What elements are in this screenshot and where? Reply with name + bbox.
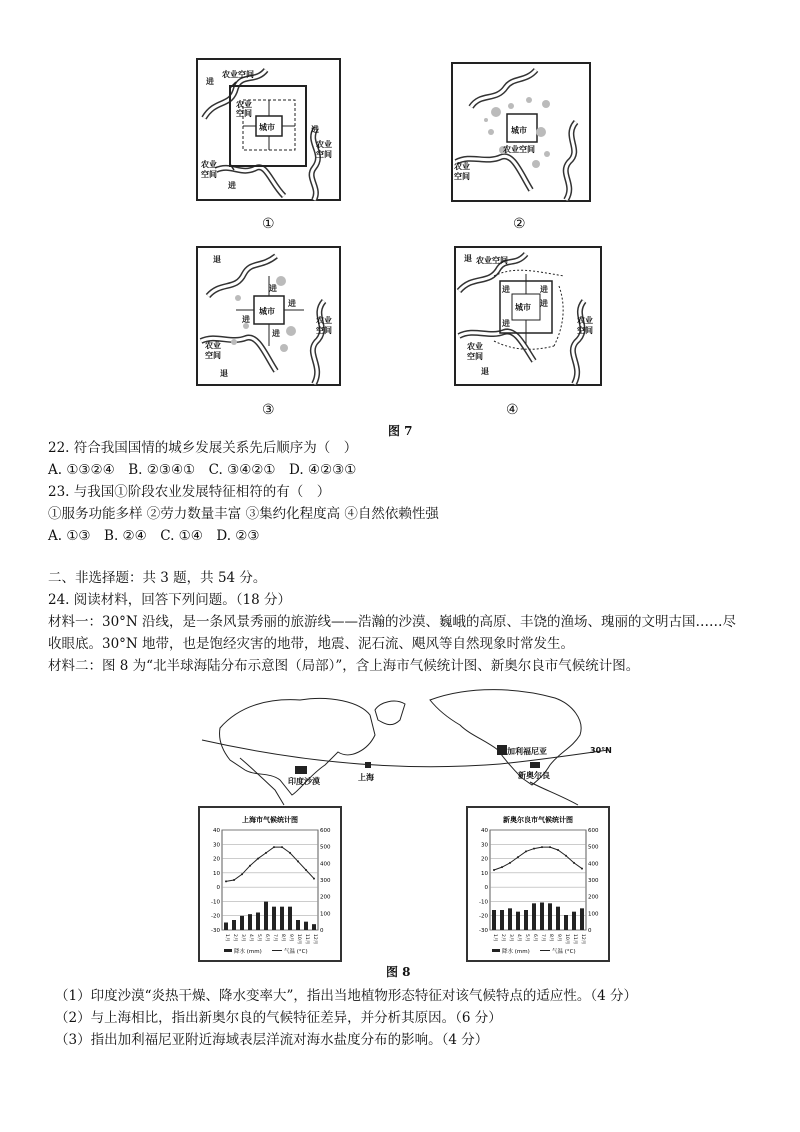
temp-point: [281, 846, 283, 848]
jin-label-2: 进: [540, 285, 548, 294]
figure-8-map: [200, 680, 610, 810]
temp-point: [509, 862, 511, 864]
x-tick-label: 12月: [580, 934, 585, 945]
shanghai-label: 上海: [358, 773, 374, 782]
right-tick-label: 400: [320, 861, 331, 868]
left-tick-label: -30: [211, 928, 220, 934]
precip-bar: [296, 920, 300, 930]
precip-bar: [500, 910, 504, 930]
x-tick-label: 8月: [548, 934, 553, 942]
left-tick-label: 30: [213, 842, 220, 849]
panel-1-number: ①: [262, 216, 275, 232]
q24-sub-1: （1）印度沙漠“炎热干燥、降水变率大”，指出当地植物形态特征对该气候特点的适应性。（4 分）: [55, 988, 638, 1004]
precip-bar: [256, 913, 260, 931]
shanghai-climate-chart: [200, 808, 340, 960]
precip-bar: [508, 908, 512, 930]
q22-options: A. ①③②④ B. ②③④① C. ③④②① D. ④②③①: [48, 462, 357, 478]
city-label: 城市: [259, 307, 275, 316]
x-tick-label: 5月: [524, 934, 529, 942]
jin-label-4: 进: [540, 299, 548, 308]
temp-point: [305, 869, 307, 871]
lat-30n-label: 30°N: [590, 746, 612, 755]
left-tick-label: -10: [211, 899, 220, 906]
q24-stem: 24. 阅读材料，回答下列问题。（18 分）: [48, 592, 291, 608]
x-tick-label: 3月: [508, 934, 513, 942]
x-tick-label: 4月: [248, 934, 253, 942]
right-tick-label: 100: [320, 911, 331, 918]
x-tick-label: 7月: [540, 934, 545, 942]
x-tick-label: 5月: [256, 934, 261, 942]
x-tick-label: 9月: [556, 934, 561, 942]
temp-point: [249, 865, 251, 867]
q23-items: ①服务功能多样 ②劳力数量丰富 ③集约化程度高 ④自然依赖性强: [48, 506, 439, 522]
agri-label: 农业空间: [222, 70, 254, 79]
temp-point: [273, 846, 275, 848]
precip-bar: [312, 924, 316, 930]
temp-line: [226, 847, 314, 881]
temp-point: [501, 866, 503, 868]
x-tick-label: 12月: [312, 934, 317, 945]
figure-8-caption: 图 8: [386, 965, 411, 979]
india-label: 印度沙漠: [288, 777, 320, 786]
jin-label-bottom: 进: [228, 181, 236, 190]
agri-label-top: 农业空间: [476, 256, 508, 265]
legend-temp: 气温 (°C): [552, 949, 576, 955]
temp-point: [541, 846, 543, 848]
precip-bar: [580, 908, 584, 930]
x-tick-label: 2月: [232, 934, 237, 942]
agri-label-right: 农业空间: [316, 316, 332, 335]
jin-label-3: 进: [502, 319, 510, 328]
chart-title: 上海市气候统计图: [242, 816, 298, 824]
jin-label-right: 进: [311, 125, 319, 134]
temp-point: [573, 862, 575, 864]
left-tick-label: -20: [479, 913, 488, 920]
right-tick-label: 300: [588, 878, 599, 884]
x-tick-label: 10月: [296, 934, 301, 945]
city-label: 城市: [511, 126, 527, 135]
temp-point: [241, 873, 243, 875]
left-tick-label: 0: [484, 885, 488, 892]
agri-label-left: 农业空间: [205, 341, 221, 360]
x-tick-label: 1月: [492, 934, 497, 942]
jin-label-right: 进: [288, 299, 296, 308]
precip-bar: [288, 907, 292, 930]
jin-label: 进: [206, 77, 214, 86]
precip-bar: [224, 923, 228, 931]
jin-label-left: 进: [242, 315, 250, 324]
x-tick-label: 9月: [288, 934, 293, 942]
precip-bar: [264, 902, 268, 930]
x-tick-label: 11月: [572, 934, 577, 945]
shanghai-climate-chart-box: [198, 806, 342, 962]
precip-bar: [532, 903, 536, 930]
right-tick-label: 500: [588, 844, 599, 851]
material-1-line-2: 收眼底。30°N 地带，也是饱经灾害的地带，地震、泥石流、飓风等自然现象时常发生。: [48, 636, 575, 652]
material-1-line-1: 材料一：30°N 沿线，是一条风景秀丽的旅游线——浩瀚的沙漠、巍峨的高原、丰饶的渔场、瑰丽的文明古国……尽: [48, 614, 737, 630]
precip-bar: [524, 910, 528, 930]
jin-label-bottom: 进: [272, 329, 280, 338]
plot-frame: [490, 830, 586, 930]
precip-bar: [572, 912, 576, 930]
section-2-heading: 二、非选择题：共 3 题，共 54 分。: [48, 570, 267, 586]
panel-4: [454, 246, 602, 386]
agri-label-center: 农业空间: [503, 145, 535, 154]
plot-frame: [222, 830, 318, 930]
temp-point: [549, 846, 551, 848]
right-tick-label: 300: [320, 878, 331, 884]
precip-bar: [516, 912, 520, 930]
left-tick-label: 40: [481, 828, 488, 834]
precip-bar: [548, 903, 552, 930]
precip-bar: [492, 910, 496, 930]
precip-bar: [272, 907, 276, 930]
x-tick-label: 6月: [264, 934, 269, 942]
x-tick-label: 6月: [532, 934, 537, 942]
agri-label-left: 农业空间: [467, 342, 483, 361]
right-tick-label: 600: [320, 828, 331, 834]
temp-point: [225, 880, 227, 882]
city-label: 城市: [259, 123, 275, 132]
right-tick-label: 200: [320, 894, 331, 901]
right-tick-label: 600: [588, 828, 599, 834]
left-tick-label: 10: [213, 870, 220, 877]
left-tick-label: -30: [479, 928, 488, 934]
tui-label-bottom: 退: [481, 367, 489, 376]
temp-point: [493, 869, 495, 871]
left-tick-label: -20: [211, 913, 220, 920]
left-tick-label: 0: [216, 885, 220, 892]
temp-point: [289, 852, 291, 854]
temp-point: [297, 860, 299, 862]
x-tick-label: 8月: [280, 934, 285, 942]
city-label: 城市: [515, 303, 531, 312]
left-tick-label: 10: [481, 870, 488, 877]
q24-sub-3: （3）指出加利福尼亚附近海域表层洋流对海水盐度分布的影响。（4 分）: [55, 1032, 489, 1048]
new-orleans-label: 新奥尔良: [518, 771, 550, 780]
precip-bar: [232, 920, 236, 930]
precip-bar: [248, 914, 252, 930]
x-tick-label: 3月: [240, 934, 245, 942]
left-tick-label: 20: [481, 856, 488, 863]
tui-label-bottom: 退: [220, 369, 228, 378]
temp-point: [233, 879, 235, 881]
legend-temp: 气温 (°C): [284, 949, 308, 955]
new-orleans-climate-chart-box: [466, 806, 610, 962]
right-tick-label: 0: [320, 928, 324, 934]
temp-point: [565, 855, 567, 857]
temp-point: [313, 878, 315, 880]
california-label: 加利福尼亚: [507, 747, 547, 756]
right-tick-label: 200: [588, 894, 599, 901]
right-tick-label: 500: [320, 844, 331, 851]
precip-bar: [540, 903, 544, 931]
x-tick-label: 2月: [500, 934, 505, 942]
agri-label-inner: 农业空间: [236, 100, 252, 118]
right-tick-label: 100: [588, 911, 599, 918]
tui-label-top: 退: [213, 255, 221, 264]
temp-point: [557, 849, 559, 851]
legend-precip: 降水 (mm): [502, 949, 530, 955]
panel-4-number: ④: [506, 402, 519, 418]
jin-label-top: 进: [269, 284, 277, 293]
q23-stem: 23. 与我国①阶段农业发展特征相符的有（ ）: [48, 484, 331, 500]
agri-label-left: 农业空间: [201, 160, 217, 179]
panel-2-number: ②: [513, 216, 526, 232]
panel-3: [196, 246, 341, 386]
left-tick-label: -10: [479, 899, 488, 906]
jin-label-1: 进: [502, 285, 510, 294]
agri-label-right: 农业空间: [577, 316, 593, 335]
panel-1: [196, 58, 341, 201]
q24-sub-2: （2）与上海相比，指出新奥尔良的气候特征差异，并分析其原因。（6 分）: [55, 1010, 502, 1026]
temp-point: [517, 856, 519, 858]
right-tick-label: 400: [588, 861, 599, 868]
precip-bar: [280, 907, 284, 930]
precip-bar: [304, 922, 308, 930]
agri-label-left: 农业空间: [454, 162, 470, 181]
world-map: [200, 680, 610, 810]
x-tick-label: 11月: [304, 934, 309, 945]
temp-point: [257, 858, 259, 860]
right-tick-label: 0: [588, 928, 592, 934]
temp-point: [525, 850, 527, 852]
new-orleans-climate-chart: [468, 808, 608, 960]
panel-3-number: ③: [262, 402, 275, 418]
precip-bar: [240, 916, 244, 930]
precip-bar: [556, 907, 560, 930]
precip-bar: [564, 915, 568, 930]
x-tick-label: 7月: [272, 934, 277, 942]
chart-title: 新奥尔良市气候统计图: [503, 816, 573, 824]
left-tick-label: 40: [213, 828, 220, 834]
x-tick-label: 1月: [224, 934, 229, 942]
q23-options: A. ①③ B. ②④ C. ①④ D. ②③: [48, 528, 260, 544]
legend-bar-swatch: [224, 949, 232, 952]
material-2: 材料二：图 8 为“北半球海陆分布示意图（局部）”，含上海市气候统计图、新奥尔良市气候统计图。: [48, 658, 640, 674]
temp-point: [533, 848, 535, 850]
figure-7-caption: 图 7: [388, 424, 413, 438]
panel-2: [451, 62, 591, 202]
left-tick-label: 30: [481, 842, 488, 849]
q22-stem: 22. 符合我国国情的城乡发展关系先后顺序为（ ）: [48, 440, 358, 456]
left-tick-label: 20: [213, 856, 220, 863]
legend-precip: 降水 (mm): [234, 949, 262, 955]
temp-point: [581, 868, 583, 870]
x-tick-label: 10月: [564, 934, 569, 945]
x-tick-label: 4月: [516, 934, 521, 942]
legend-bar-swatch: [492, 949, 500, 952]
agri-label-right: 农业空间: [316, 140, 332, 159]
temp-point: [265, 852, 267, 854]
tui-label-top: 退: [464, 254, 472, 263]
